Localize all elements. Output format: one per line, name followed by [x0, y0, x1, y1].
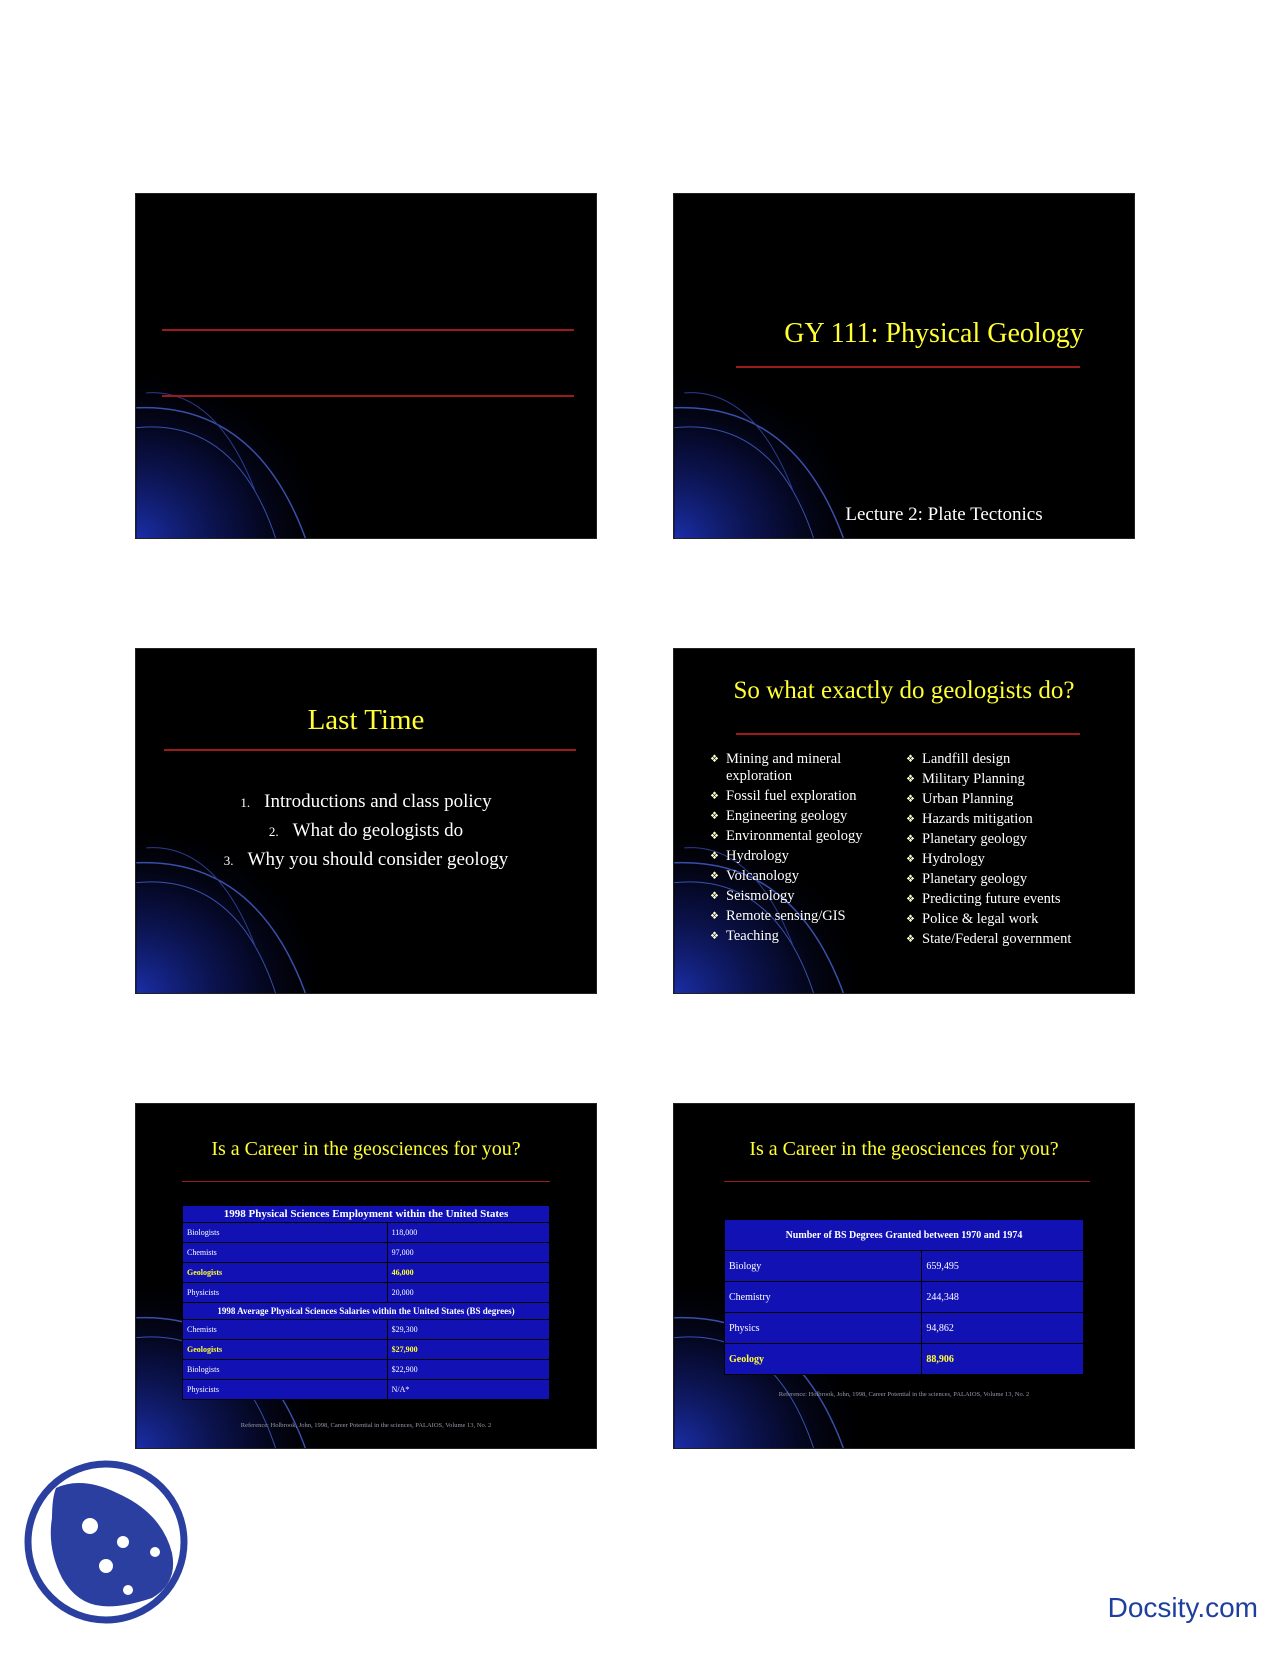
- table-header: Number of BS Degrees Granted between 1970 and 1974: [725, 1220, 1084, 1251]
- table-header-row: [183, 1206, 550, 1223]
- title-rule-top: [162, 329, 574, 331]
- list-item: 3. Why you should consider geology: [223, 849, 509, 870]
- table-cell: Biologists: [183, 1223, 388, 1243]
- table-row: [725, 1282, 1084, 1313]
- table-cell: $29,300: [387, 1320, 549, 1340]
- table-cell: 20,000: [387, 1283, 549, 1303]
- list-item: ❖ Planetary geology: [906, 871, 1028, 887]
- slide-6-degrees: [673, 1103, 1135, 1449]
- table-cell: $27,900: [387, 1340, 549, 1360]
- list-item: ❖ Seismology: [710, 888, 795, 904]
- table-row: [183, 1283, 550, 1303]
- title-rule: [736, 733, 1080, 735]
- table-cell: 46,000: [387, 1263, 549, 1283]
- course-title: GY 111: Physical Geology: [784, 318, 1084, 349]
- table-row: [183, 1380, 550, 1400]
- slide-title: So what exactly do geologists do?: [733, 677, 1075, 704]
- list-item: ❖ Military Planning: [906, 771, 1025, 787]
- table-cell: $22,900: [387, 1360, 549, 1380]
- list-item: ❖ Fossil fuel exploration: [710, 788, 857, 804]
- reference-note: Reference: Holbrook, John, 1998, Career Potential in the sciences, PALAIOS, Volume 13, No. 2: [240, 1422, 492, 1429]
- slide-2-title: [673, 193, 1135, 539]
- table-cell: Biologists: [183, 1360, 388, 1380]
- slide-1-blank: [135, 193, 597, 539]
- employment-salary-table: [182, 1205, 550, 1400]
- list-item: ❖ Hydrology: [710, 848, 789, 864]
- list-item: ❖ Hazards mitigation: [906, 811, 1033, 827]
- swirl-decoration-icon: [136, 194, 596, 538]
- degrees-table: [724, 1219, 1084, 1375]
- table-row: [183, 1340, 550, 1360]
- list-item: 2. What do geologists do: [268, 820, 464, 841]
- title-rule: [182, 1181, 550, 1182]
- table-cell: 88,906: [922, 1344, 1084, 1375]
- list-item: ❖ Engineering geology: [710, 808, 848, 824]
- table-row: [183, 1223, 550, 1243]
- slide-title: Is a Career in the geosciences for you?: [211, 1138, 521, 1160]
- reference-note: Reference: Holbrook, John, 1998, Career Potential in the sciences, PALAIOS, Volume 13, No. 2: [778, 1391, 1030, 1398]
- table-header-row: [725, 1220, 1084, 1251]
- table-row: [725, 1251, 1084, 1282]
- table-cell: 244,348: [922, 1282, 1084, 1313]
- table-row: [725, 1313, 1084, 1344]
- list-item: ❖ Volcanology: [710, 868, 800, 884]
- list-item: ❖ State/Federal government: [906, 931, 1072, 947]
- title-rule: [736, 366, 1080, 368]
- table-cell: Physicists: [183, 1283, 388, 1303]
- list-item: 1. Introductions and class policy: [240, 791, 492, 812]
- table-cell: Chemists: [183, 1320, 388, 1340]
- lecture-subtitle: Lecture 2: Plate Tectonics: [845, 504, 1043, 525]
- table-cell: 118,000: [387, 1223, 549, 1243]
- jobs-list-right: [906, 751, 1126, 951]
- table-cell: Chemistry: [725, 1282, 922, 1313]
- table-header-row: [183, 1303, 550, 1320]
- table-header: 1998 Physical Sciences Employment within the United States: [183, 1206, 550, 1223]
- list-item: ❖ Mining and mineral exploration: [710, 751, 842, 784]
- slide-3-last-time: [135, 648, 597, 994]
- list-item: ❖ Police & legal work: [906, 911, 1039, 927]
- list-item: ❖ Predicting future events: [906, 891, 1061, 907]
- title-rule: [724, 1181, 1090, 1182]
- docsity-logo-icon[interactable]: [22, 1458, 190, 1626]
- list-item: ❖ Planetary geology: [906, 831, 1028, 847]
- table-cell: Geologists: [183, 1340, 388, 1360]
- list-item: ❖ Urban Planning: [906, 791, 1014, 807]
- table-cell: Physicists: [183, 1380, 388, 1400]
- recap-list: [136, 787, 596, 874]
- table-cell: 94,862: [922, 1313, 1084, 1344]
- slide-5-employment: [135, 1103, 597, 1449]
- table-row: [183, 1320, 550, 1340]
- table-cell: N/A*: [387, 1380, 549, 1400]
- table-row: [183, 1243, 550, 1263]
- table-row: [183, 1360, 550, 1380]
- slide-4-geologist-jobs: [673, 648, 1135, 994]
- table-row: [725, 1344, 1084, 1375]
- list-item: ❖ Environmental geology: [710, 828, 863, 844]
- list-item: ❖ Hydrology: [906, 851, 985, 867]
- table-row: [183, 1263, 550, 1283]
- slide-title: Last Time: [307, 704, 425, 736]
- list-item: ❖ Landfill design: [906, 751, 1011, 767]
- table-cell: 97,000: [387, 1243, 549, 1263]
- docsity-brand[interactable]: Docsity.com: [1107, 1592, 1258, 1623]
- table-cell: Geology: [725, 1344, 922, 1375]
- list-item: ❖ Teaching: [710, 928, 779, 944]
- table-header: 1998 Average Physical Sciences Salaries within the United States (BS degrees): [183, 1303, 550, 1320]
- jobs-list-left: [710, 751, 890, 948]
- title-rule-bottom: [162, 395, 574, 397]
- table-cell: 659,495: [922, 1251, 1084, 1282]
- table-cell: Biology: [725, 1251, 922, 1282]
- slide-title: Is a Career in the geosciences for you?: [749, 1138, 1059, 1160]
- table-cell: Chemists: [183, 1243, 388, 1263]
- table-cell: Geologists: [183, 1263, 388, 1283]
- list-item: ❖ Remote sensing/GIS: [710, 908, 846, 924]
- table-cell: Physics: [725, 1313, 922, 1344]
- title-rule: [164, 749, 576, 751]
